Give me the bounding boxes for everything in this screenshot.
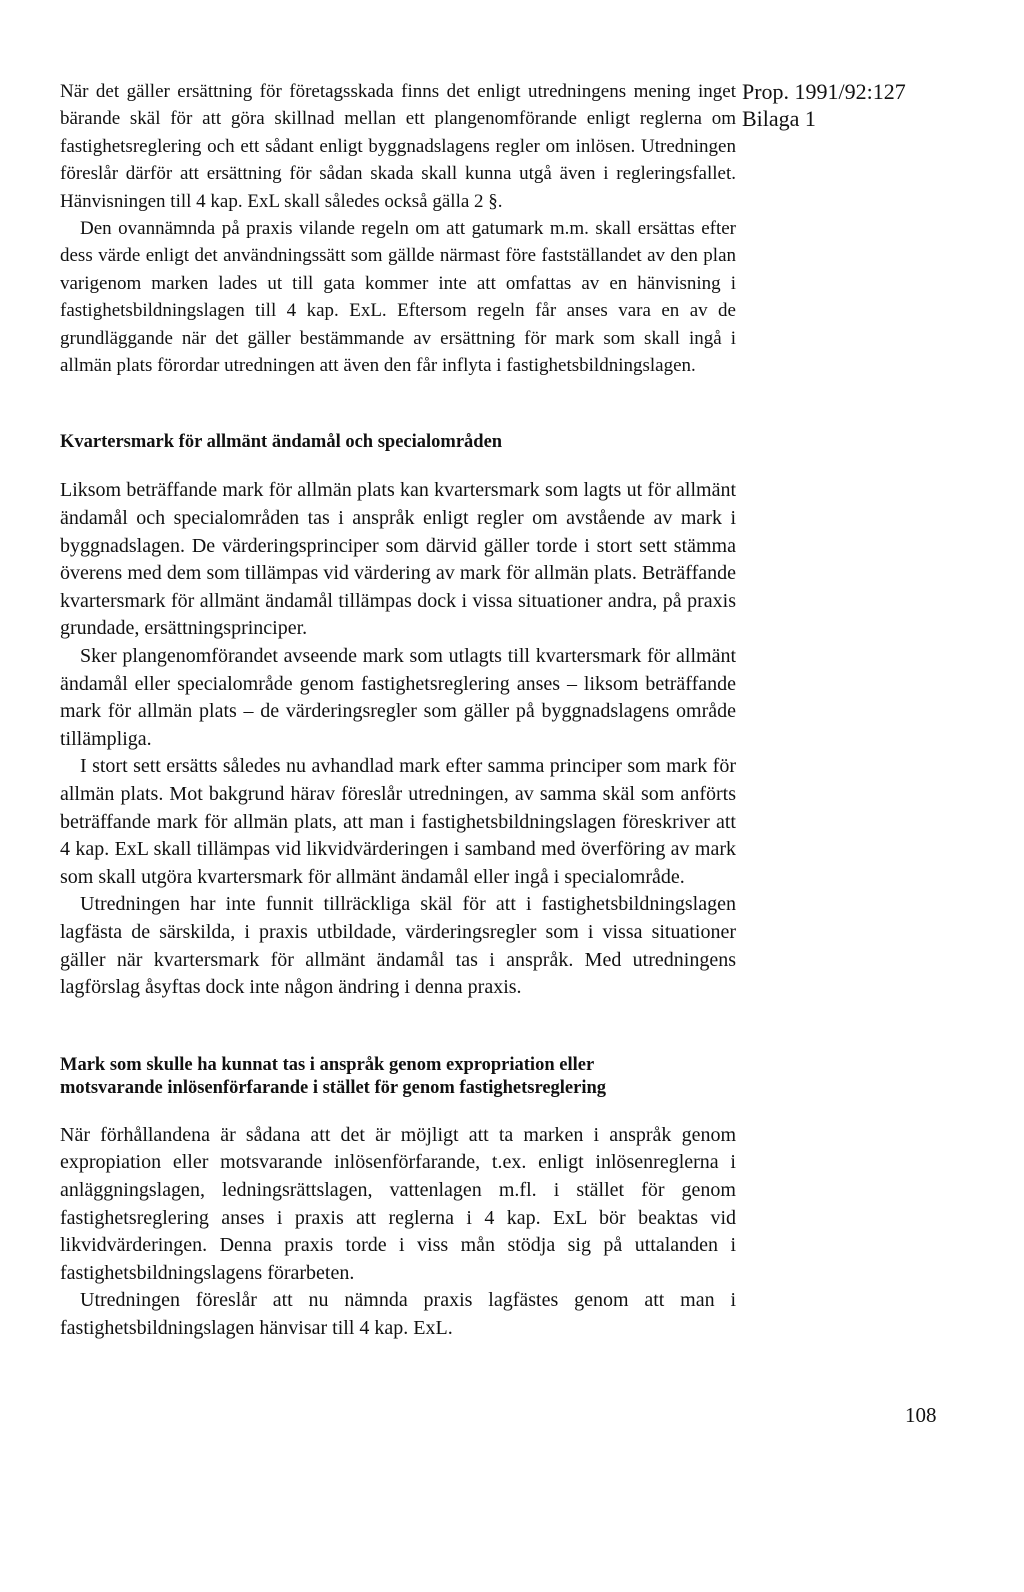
- section-heading-line: Mark som skulle ha kunnat tas i anspråk genom expropriation eller: [60, 1054, 595, 1075]
- paragraph: Utredningen föreslår att nu nämnda praxis lagfästes genom att man i fastighetsbildningslagen hänvisar till 4 kap. ExL.: [60, 1289, 736, 1339]
- page-number: 108: [905, 1403, 937, 1427]
- main-text-column: [60, 78, 736, 1343]
- section-expropriation-land: [60, 1054, 736, 1343]
- appendix-label: Bilaga 1: [742, 106, 816, 131]
- paragraph: Sker plangenomförandet avseende mark som utlagts till kvartersmark för allmänt ändamål eller specialområde genom fastighetsreglering anses – liksom beträffande mark för allmän plats – de värderingsregler som gäller på byggnadslagens område tillämpliga.: [60, 645, 736, 750]
- paragraph: Den ovannämnda på praxis vilande regeln om att gatumark m.m. skall ersättas efter dess värde enligt det användningssätt som gällde närmast före fastställandet av den plan varigenom marken lades ut till gata kommer inte att omfattas av en hänvisning i fastighetsbildningslagen till 4 kap. ExL. Eftersom regeln får anses vara en av de grundläggande när det gäller bestämmande av ersättning för mark som skall ingå i allmän plats förordar utredningen att även den får inflyta i fastighetsbildningslagen.: [60, 218, 736, 377]
- paragraph: Liksom beträffande mark för allmän plats kan kvartersmark som lagts ut för allmänt ändamål och specialområden tas i anspråk enligt regler om avstående av mark i byggnadslagen. De värderingsprinciper som därvid gäller torde i stort sett stämma överens med dem som tillämpas vid värdering av mark för allmän plats. Beträffande kvartersmark för allmänt ändamål tillämpas dock i vissa situationer andra, på praxis grundade, ersättningsprinciper.: [60, 479, 736, 640]
- paragraph: Utredningen har inte funnit tillräckliga skäl för att i fastighetsbildningslagen lagfästa de särskilda, i praxis utbildade, värderingsregler som i vissa situationer gäller när kvartersmark för allmänt ändamål tas i anspråk. Med utredningens lagförslag åsyftas dock inte någon ändring i denna praxis.: [60, 893, 736, 999]
- paragraph: I stort sett ersätts således nu avhandlad mark efter samma principer som mark för allmän plats. Mot bakgrund härav föreslår utredningen, av samma skäl som anförts beträffande mark för allmän plats, att man i fastighetsbildningslagen föreskriver att 4 kap. ExL skall tillämpas vid likvidvärderingen i samband med överföring av mark som skall utgöra kvartersmark för allmänt ändamål eller ingå i specialområde.: [60, 755, 736, 888]
- section-block-land: [60, 431, 736, 1001]
- section-heading-line: motsvarande inlösenförfarande i stället för genom fastighetsreglering: [60, 1077, 607, 1098]
- section-business-damage: [60, 78, 736, 379]
- proposition-reference: [742, 78, 1002, 132]
- paragraph: När det gäller ersättning för företagsskada finns det enligt utredningens mening inget bärande skäl för att göra skillnad mellan ett plangenomförande enligt reglerna om fastighetsreglering och ett sådant enligt byggnadslagens regler om inlösen. Utredningen föreslår därför att ersättning för sådan skada skall kunna utgå även i regleringsfallet. Hänvisningen till 4 kap. ExL skall således också gälla 2 §.: [60, 81, 736, 212]
- proposition-number: Prop. 1991/92:127: [742, 79, 906, 104]
- paragraph: När förhållandena är sådana att det är möjligt att ta marken i anspråk genom expropiation eller motsvarande inlösenförfarande, t.ex. enligt inlösenreglerna i anläggningslagen, ledningsrättslagen, vattenlagen m.fl. i stället för genom fastighetsreglering anses i praxis att reglerna i 4 kap. ExL bör beaktas vid likvidvärderingen. Denna praxis torde i viss mån stödja sig på uttalanden i fastighetsbildningslagens förarbeten.: [60, 1123, 736, 1284]
- section-heading: [60, 1054, 736, 1100]
- section-heading: Kvartersmark för allmänt ändamål och specialområden: [60, 432, 503, 453]
